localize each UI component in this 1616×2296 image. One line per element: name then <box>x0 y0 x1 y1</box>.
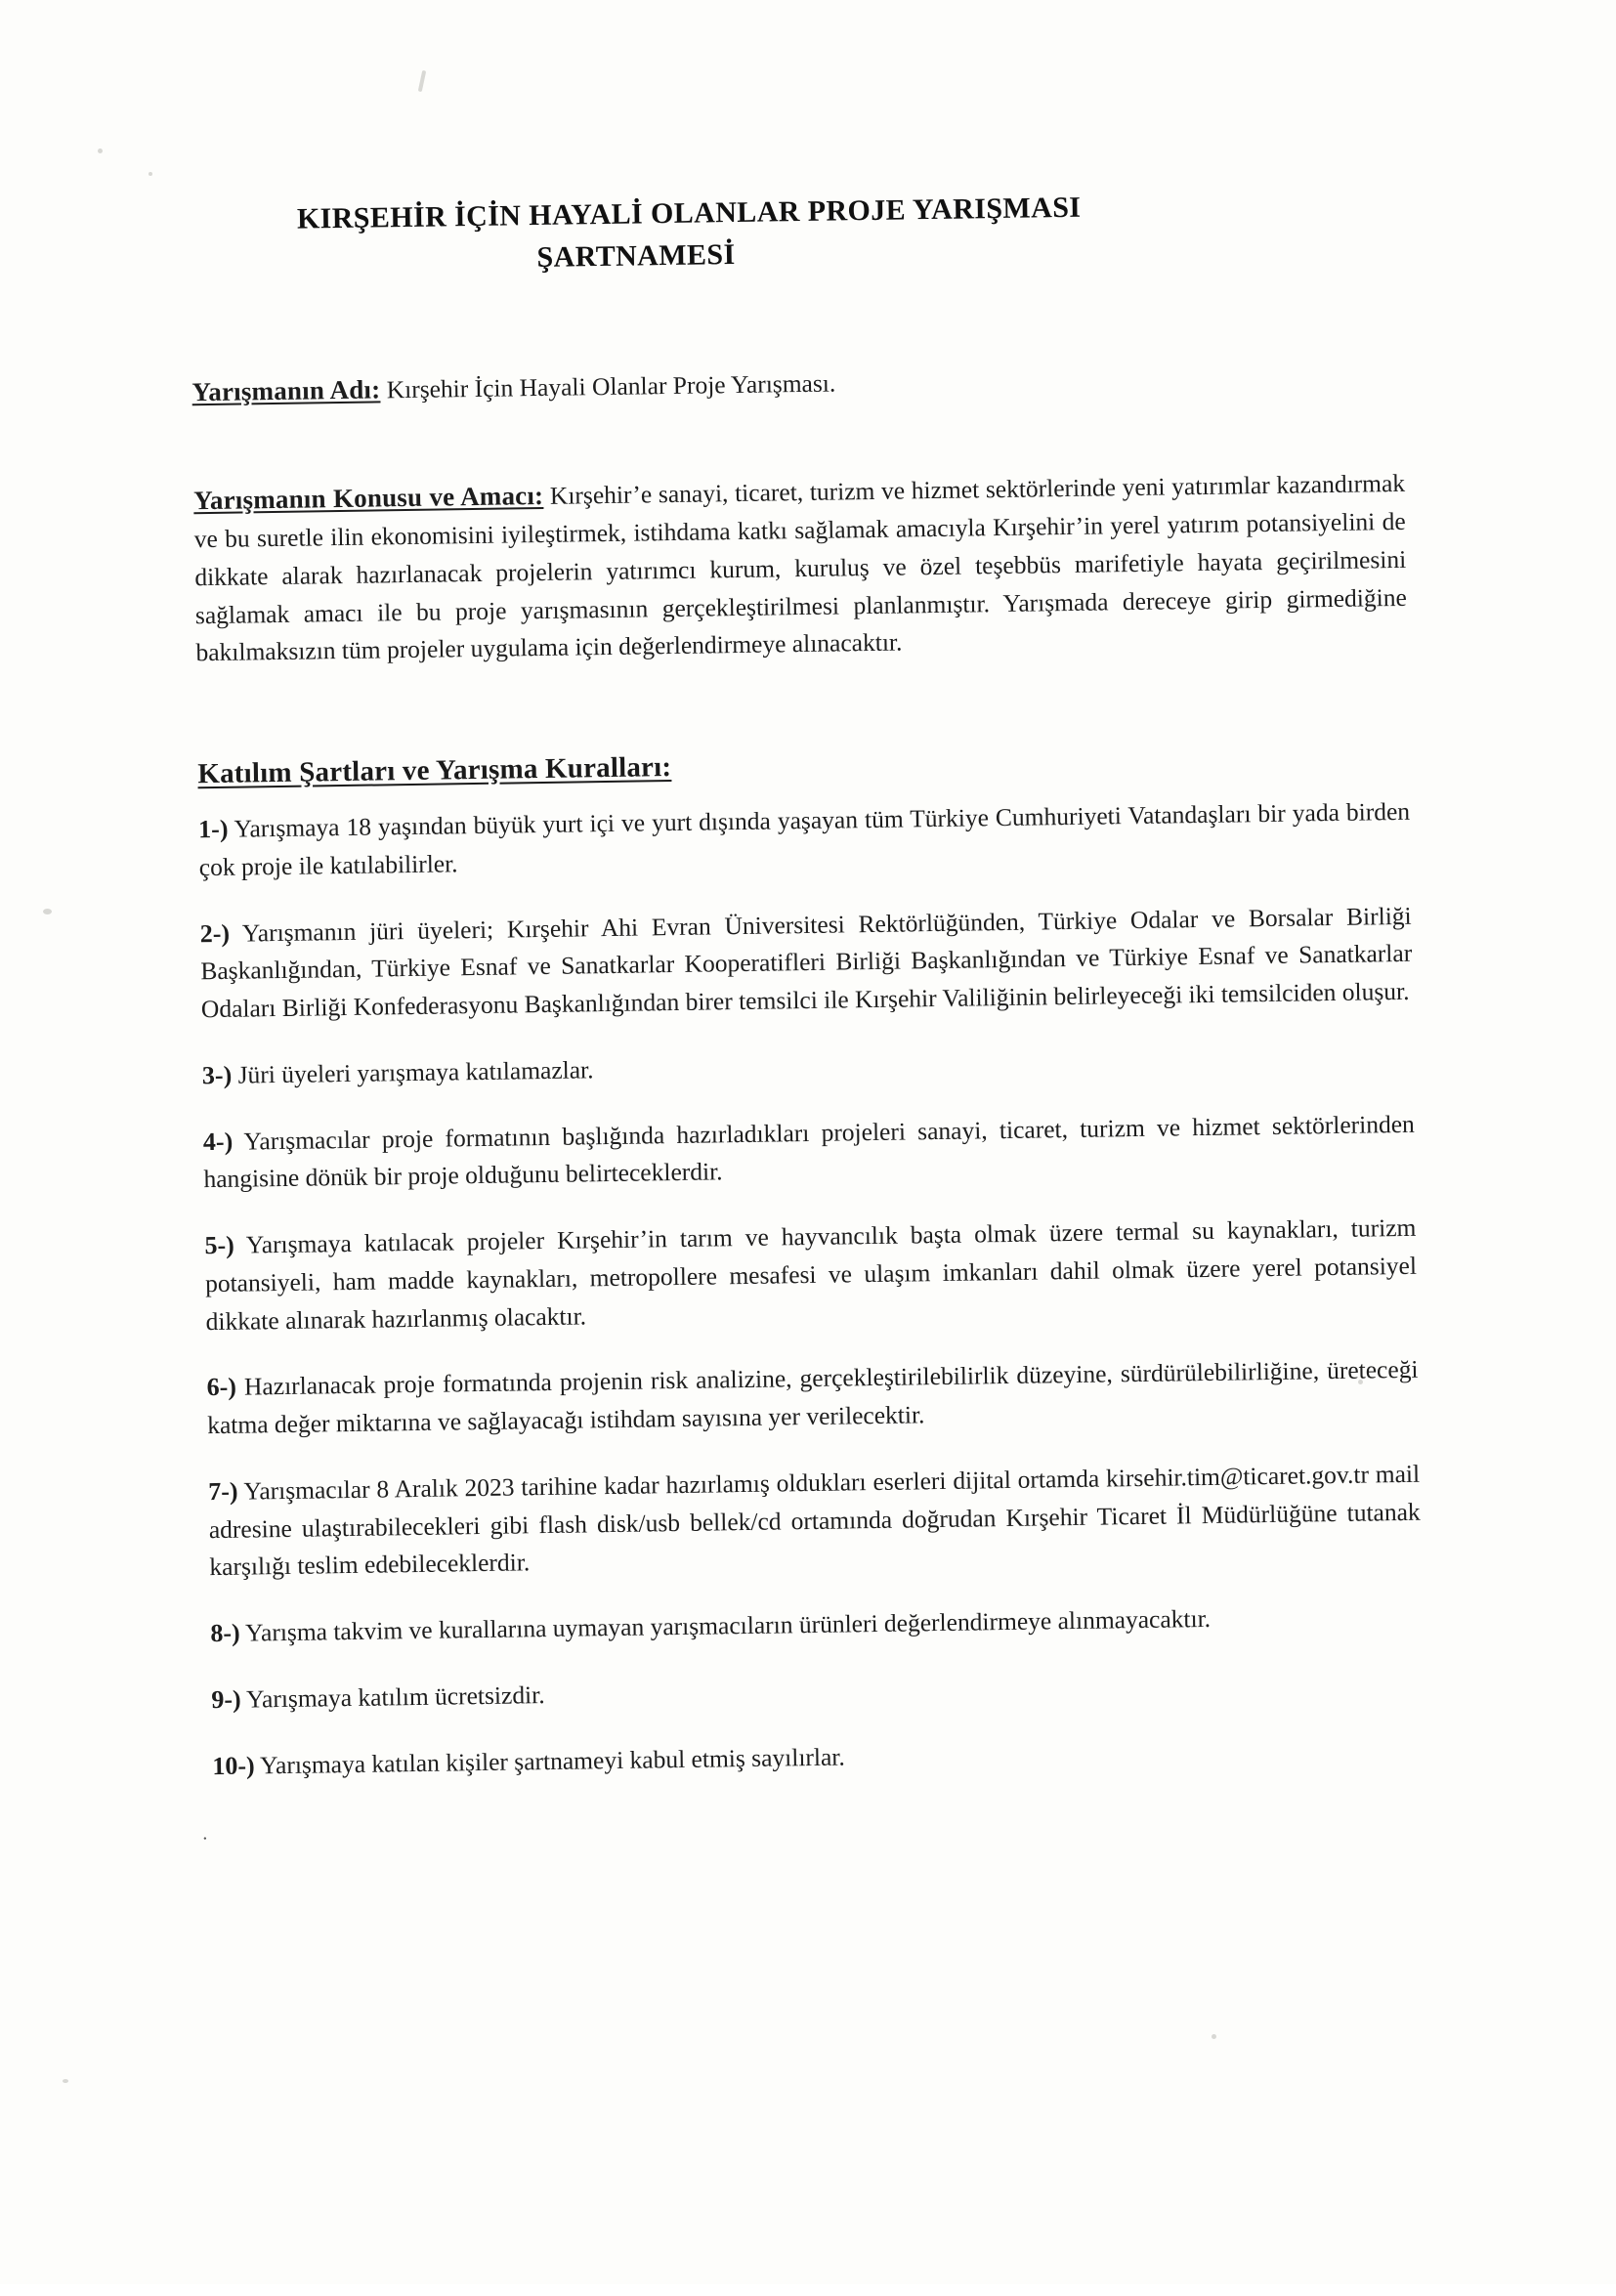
rules-heading: Katılım Şartları ve Yarışma Kuralları: <box>197 751 672 790</box>
rule-number: 8-) <box>210 1618 240 1648</box>
rule-number: 10-) <box>212 1751 255 1780</box>
rule-item <box>199 896 1413 1029</box>
rule-item <box>206 1350 1419 1445</box>
rule-number: 7-) <box>208 1476 238 1506</box>
rule-text: Yarışmanın jüri üyeleri; Kırşehir Ahi Evran Üniversitesi Rektörlüğünden, Türkiye Odalar ve Borsalar Birliği Başkanlığından, Türkiye Esnaf ve Sanatkarlar Kooperatifleri Birliği Başkanlığından ve Türkiye Esnaf ve Sanatkarlar Odaları Birliği Konfederasyonu Başkanlığından birer temsilci ile Kırşehir Valiliğinin belirleyeceği iki temsilciden oluşur. <box>200 901 1413 1024</box>
rule-text: Yarışmacılar 8 Aralık 2023 tarihine kadar hazırlamış oldukları eserleri dijital ortamda kirsehir.tim@ticaret.gov.tr mail adresine ulaştırabilecekleri gibi flash disk/usb bellek/cd ortamında doğrudan Kırşehir Ticaret İl Müdürlüğüne tutanak karşılığı teslim edebileceklerdir. <box>208 1459 1421 1582</box>
rule-item <box>202 1039 1414 1095</box>
competition-subject-paragraph <box>193 463 1408 672</box>
rule-text: Yarışmaya katılacak projeler Kırşehir’in tarım ve hayvancılık başta olmak üzere termal su kaynakları, turizm potansiyeli, ham madde kaynakları, metropollere mesafesi ve ulaşım imkanları dahil olmak üzere yerel potansiyel dikkate alınarak hazırlanmış olacaktır. <box>204 1212 1418 1336</box>
rule-text: Yarışmaya katılan kişiler şartnameyi kabul etmiş sayılırlar. <box>259 1742 845 1779</box>
rule-text: Yarışmaya 18 yaşından büyük yurt içi ve yurt dışında yaşayan tüm Türkiye Cumhuriyeti Vatandaşları bir yada birden çok proje ile katılabilirler. <box>198 796 1411 882</box>
title-line-primary: KIRŞEHİR İÇİN HAYALİ OLANLAR PROJE YARIŞMASI <box>296 191 1082 235</box>
rule-item <box>212 1728 1424 1785</box>
rule-number: 9-) <box>211 1684 241 1714</box>
rule-text: Yarışmaya katılım ücretsizdir. <box>245 1679 545 1714</box>
competition-subject-text: Kırşehir’e sanayi, ticaret, turizm ve hizmet sektörlerinde yeni yatırımlar kazandırmak ve bu suretle ilin ekonomisini iyileştirmek, istihdama katkı sağlamak amacıyla Kırşehir’in yerel yatırım potansiyelini de dikkate alarak hazırlanacak projelerin yatırımcı kurum, kuruluş ve özel teşebbüs marifetiyle hayata geçirilmesini sağlamak amacı ile bu proje yarışmasının gerçekleştirilmesi planlanmıştır. Yarışmada dereceye girip girmediğine bakılmaksızın tüm projeler uygulama için değerlendirmeye alınacaktır. <box>193 468 1408 667</box>
title-line-secondary: ŞARTNAMESİ <box>536 237 736 274</box>
rule-item <box>210 1596 1422 1653</box>
rule-number: 2-) <box>199 918 231 948</box>
rule-text: Hazırlanacak proje formatında projenin risk analizine, gerçekleştirilebilirlik düzeyine, sürdürülebilirliğine, üreteceği katma değer miktarına ve sağlayacağı istihdam sayısına yer verilecektir. <box>207 1355 1419 1440</box>
document-content <box>191 355 1425 1813</box>
competition-name-label: Yarışmanın Adı: <box>191 374 381 407</box>
rule-number: 3-) <box>201 1060 233 1090</box>
document-title <box>297 184 1324 282</box>
competition-subject-label: Yarışmanın Konusu ve Amacı: <box>192 480 544 516</box>
rule-number: 1-) <box>197 814 229 844</box>
rule-item <box>203 1104 1416 1199</box>
rule-item <box>211 1663 1423 1720</box>
rule-number: 5-) <box>204 1230 235 1260</box>
rule-item <box>208 1455 1422 1588</box>
stray-pen-mark: · <box>201 1828 209 1850</box>
competition-name-value: Kırşehir İçin Hayali Olanlar Proje Yarışması. <box>386 368 836 404</box>
rule-item <box>204 1209 1418 1341</box>
rule-text: Yarışma takvim ve kurallarına uymayan yarışmacıların ürünleri değerlendirmeye alınmayacaktır. <box>244 1604 1212 1647</box>
rule-number: 6-) <box>206 1373 237 1402</box>
competition-name-paragraph <box>191 355 1403 412</box>
rule-text: Yarışmacılar proje formatının başlığında hazırladıkları projeleri sanayi, ticaret, turizm ve hizmet sektörlerinden hangisine dönük bir proje olduğunu belirteceklerdir. <box>203 1109 1415 1194</box>
rule-text: Jüri üyeleri yarışmaya katılamazlar. <box>237 1055 594 1089</box>
rule-number: 4-) <box>202 1127 234 1156</box>
